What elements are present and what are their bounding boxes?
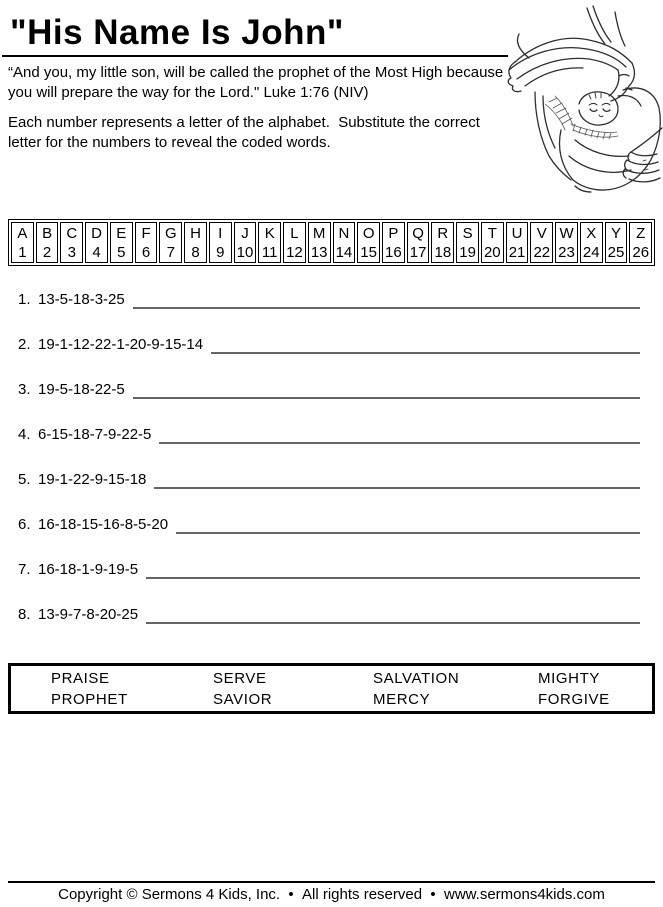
alphabet-letter: E xyxy=(116,224,127,242)
alphabet-cell-F xyxy=(135,222,158,263)
puzzle-code: 19-1-22-9-15-18 xyxy=(38,471,147,488)
alphabet-letter: X xyxy=(586,224,597,242)
answer-blank[interactable] xyxy=(133,379,640,399)
answer-blank[interactable] xyxy=(146,559,640,579)
alphabet-cell-L xyxy=(283,222,306,263)
alphabet-number: 22 xyxy=(533,243,551,261)
puzzle-row xyxy=(18,513,640,534)
alphabet-letter: W xyxy=(559,224,574,242)
puzzle-number: 3. xyxy=(18,381,31,398)
alphabet-letter: I xyxy=(218,224,223,242)
alphabet-cell-B xyxy=(36,222,59,263)
alphabet-number: 18 xyxy=(434,243,452,261)
verse-text: “And you, my little son, will be called the prophet of the Most High because you will prepare the way for the Lord." Luke 1:76 (NIV) xyxy=(8,64,504,101)
alphabet-letter: V xyxy=(536,224,547,242)
alphabet-cell-Y xyxy=(605,222,628,263)
alphabet-cell-E xyxy=(110,222,133,263)
puzzle-row xyxy=(18,423,640,444)
puzzle-code: 19-1-12-22-1-20-9-15-14 xyxy=(38,336,204,353)
puzzle-code: 6-15-18-7-9-22-5 xyxy=(38,426,152,443)
page-title: "His Name Is John" xyxy=(10,13,344,52)
alphabet-cell-U xyxy=(506,222,529,263)
alphabet-letter: B xyxy=(42,224,53,242)
alphabet-letter: T xyxy=(487,224,497,242)
alphabet-letter: P xyxy=(388,224,399,242)
alphabet-cell-G xyxy=(159,222,182,263)
alphabet-cell-P xyxy=(382,222,405,263)
alphabet-letter: H xyxy=(190,224,201,242)
alphabet-letter: F xyxy=(141,224,151,242)
alphabet-number: 20 xyxy=(483,243,501,261)
alphabet-cell-J xyxy=(234,222,257,263)
alphabet-number: 15 xyxy=(360,243,377,261)
alphabet-cell-R xyxy=(431,222,454,263)
alphabet-cell-O xyxy=(357,222,380,263)
puzzle-code: 16-18-15-16-8-5-20 xyxy=(38,516,169,533)
alphabet-cell-A xyxy=(11,222,34,263)
alphabet-number: 12 xyxy=(286,243,303,261)
alphabet-letter: D xyxy=(91,224,102,242)
footer xyxy=(8,881,655,904)
puzzle-number: 7. xyxy=(18,561,31,578)
puzzle-row xyxy=(18,558,640,579)
word-bank-word: MERCY xyxy=(373,691,431,708)
alphabet-letter: C xyxy=(66,224,78,242)
alphabet-number: 8 xyxy=(191,243,200,261)
alphabet-cell-C xyxy=(60,222,83,263)
alphabet-number: 1 xyxy=(18,243,27,261)
alphabet-cell-Q xyxy=(407,222,430,263)
alphabet-number: 13 xyxy=(310,243,328,261)
alphabet-letter: U xyxy=(511,224,523,242)
alphabet-letter: Y xyxy=(610,224,621,242)
alphabet-letter: R xyxy=(437,224,449,242)
alphabet-cell-V xyxy=(530,222,553,263)
alphabet-number: 19 xyxy=(459,243,476,261)
alphabet-letter: Z xyxy=(636,224,646,242)
alphabet-number: 14 xyxy=(335,243,353,261)
alphabet-number: 9 xyxy=(216,243,225,261)
alphabet-number: 21 xyxy=(508,243,526,261)
puzzle-code: 16-18-1-9-19-5 xyxy=(38,561,139,578)
alphabet-cell-H xyxy=(184,222,207,263)
alphabet-number: 23 xyxy=(558,243,575,261)
puzzle-row xyxy=(18,378,640,399)
word-bank-row xyxy=(51,689,652,710)
copyright-text: Copyright © Sermons 4 Kids, Inc. • All rights reserved • www.sermons4kids.com xyxy=(58,886,605,903)
alphabet-number: 7 xyxy=(166,243,175,261)
title-divider xyxy=(2,55,508,57)
alphabet-cell-I xyxy=(209,222,232,263)
puzzle-code: 19-5-18-22-5 xyxy=(38,381,125,398)
alphabet-cell-Z xyxy=(629,222,652,263)
answer-blank[interactable] xyxy=(133,289,640,309)
alphabet-letter: G xyxy=(164,224,177,242)
alphabet-letter: S xyxy=(462,224,473,242)
alphabet-number: 16 xyxy=(385,243,402,261)
word-bank-word: SAVIOR xyxy=(213,691,273,708)
alphabet-letter: L xyxy=(290,224,299,242)
puzzle-row xyxy=(18,333,640,354)
alphabet-key-table xyxy=(8,219,655,266)
instructions-text: Each number represents a letter of the alphabet. Substitute the correct letter for the numbers to reveal the coded words. xyxy=(8,114,480,151)
word-bank-row xyxy=(51,668,652,689)
puzzle-row xyxy=(18,603,640,624)
word-bank-word: PROPHET xyxy=(51,691,128,708)
puzzle-number: 1. xyxy=(18,291,31,308)
puzzle-row xyxy=(18,468,640,489)
alphabet-cell-K xyxy=(258,222,281,263)
mother-and-baby-illustration xyxy=(505,0,663,197)
alphabet-letter: J xyxy=(241,224,249,242)
alphabet-number: 17 xyxy=(409,243,427,261)
word-bank xyxy=(8,663,655,714)
puzzle-number: 6. xyxy=(18,516,31,533)
answer-blank[interactable] xyxy=(176,514,640,534)
alphabet-number: 10 xyxy=(236,243,254,261)
alphabet-cell-T xyxy=(481,222,504,263)
alphabet-number: 4 xyxy=(92,243,101,261)
puzzle-number: 4. xyxy=(18,426,31,443)
alphabet-number: 11 xyxy=(261,243,278,261)
alphabet-letter: A xyxy=(17,224,28,242)
puzzle-number: 8. xyxy=(18,606,31,623)
word-bank-word: FORGIVE xyxy=(538,691,610,708)
alphabet-number: 3 xyxy=(67,243,76,261)
answer-blank[interactable] xyxy=(211,334,640,354)
alphabet-cell-X xyxy=(580,222,603,263)
alphabet-number: 5 xyxy=(117,243,126,261)
answer-blank[interactable] xyxy=(154,469,640,489)
word-bank-word: SALVATION xyxy=(373,670,460,687)
alphabet-letter: O xyxy=(362,224,375,242)
alphabet-number: 25 xyxy=(607,243,625,261)
alphabet-number: 26 xyxy=(632,243,650,261)
alphabet-cell-S xyxy=(456,222,479,263)
word-bank-word: MIGHTY xyxy=(538,670,600,687)
puzzle-code: 13-5-18-3-25 xyxy=(38,291,125,308)
word-bank-word: PRAISE xyxy=(51,670,110,687)
alphabet-cell-N xyxy=(333,222,356,263)
puzzle-code: 13-9-7-8-20-25 xyxy=(38,606,139,623)
alphabet-cell-W xyxy=(555,222,578,263)
alphabet-number: 24 xyxy=(582,243,600,261)
answer-blank[interactable] xyxy=(146,604,640,624)
alphabet-number: 6 xyxy=(141,243,151,261)
alphabet-number: 2 xyxy=(42,243,52,261)
alphabet-letter: M xyxy=(312,224,326,242)
alphabet-cell-M xyxy=(308,222,331,263)
puzzle-number: 2. xyxy=(18,336,31,353)
alphabet-letter: K xyxy=(264,224,275,242)
alphabet-letter: N xyxy=(338,224,350,242)
answer-blank[interactable] xyxy=(159,424,640,444)
alphabet-letter: Q xyxy=(412,224,424,242)
puzzle-row xyxy=(18,288,640,309)
alphabet-cell-D xyxy=(85,222,108,263)
word-bank-word: SERVE xyxy=(213,670,267,687)
puzzle-number: 5. xyxy=(18,471,31,488)
puzzle-list xyxy=(18,288,640,648)
